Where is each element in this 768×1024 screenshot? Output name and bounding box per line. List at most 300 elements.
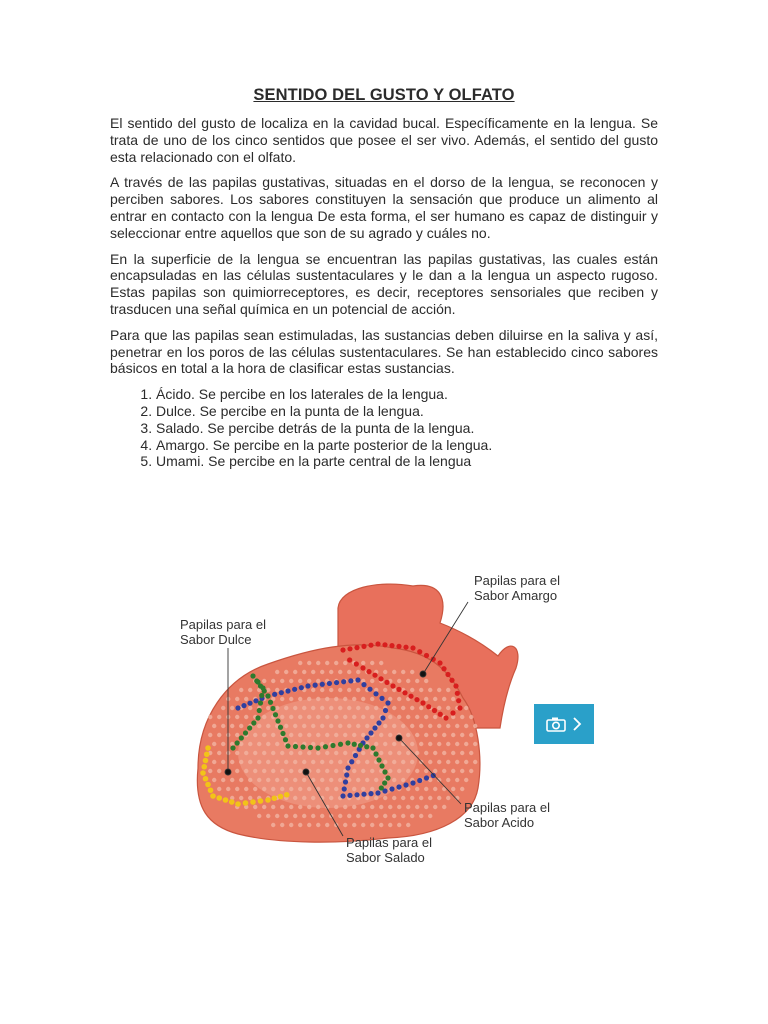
papilla-dot <box>397 697 401 701</box>
papilla-dot <box>329 724 333 728</box>
dulce-dot <box>203 758 209 764</box>
papilla-dot <box>230 706 234 710</box>
papilla-dot <box>361 697 365 701</box>
acido-dot <box>334 680 339 685</box>
papilla-dot <box>239 760 243 764</box>
amargo-dot <box>457 705 462 710</box>
acido-dot <box>349 759 354 764</box>
papilla-dot <box>343 823 347 827</box>
papilla-dot <box>316 697 320 701</box>
acido-dot <box>247 701 252 706</box>
papilla-dot <box>397 679 401 683</box>
papilla-dot <box>347 724 351 728</box>
papilla-dot <box>298 733 302 737</box>
label-salado-line2: Sabor Salado <box>346 850 425 865</box>
salado-dot <box>385 775 390 780</box>
papilla-dot <box>392 814 396 818</box>
salado-dot <box>254 678 259 683</box>
acido-dot <box>417 778 422 783</box>
papilla-dot <box>334 733 338 737</box>
salado-dot <box>259 693 264 698</box>
papilla-dot <box>352 697 356 701</box>
papilla-dot <box>257 742 261 746</box>
papilla-dot <box>383 796 387 800</box>
papilla-dot <box>262 787 266 791</box>
acido-dot <box>376 720 381 725</box>
papilla-dot <box>338 688 342 692</box>
papilla-dot <box>460 787 464 791</box>
papilla-dot <box>424 697 428 701</box>
papilla-dot <box>217 769 221 773</box>
image-viewer-button[interactable] <box>534 704 594 744</box>
papilla-dot <box>370 805 374 809</box>
papilla-dot <box>284 814 288 818</box>
papilla-dot <box>383 814 387 818</box>
papilla-dot <box>428 724 432 728</box>
papilla-dot <box>212 724 216 728</box>
papilla-dot <box>208 733 212 737</box>
papilla-dot <box>388 805 392 809</box>
papilla-dot <box>424 679 428 683</box>
papilla-dot <box>383 670 387 674</box>
salado-dot <box>258 683 263 688</box>
papilla-dot <box>289 679 293 683</box>
papilla-dot <box>307 733 311 737</box>
papilla-dot <box>338 760 342 764</box>
papilla-dot <box>365 706 369 710</box>
salado-dot <box>255 715 260 720</box>
papilla-dot <box>397 751 401 755</box>
papilla-dot <box>284 670 288 674</box>
papilla-dot <box>455 724 459 728</box>
papilla-dot <box>419 724 423 728</box>
dulce-dot <box>203 776 209 782</box>
papilla-dot <box>289 733 293 737</box>
papilla-dot <box>383 742 387 746</box>
amargo-dot <box>354 661 359 666</box>
papilla-dot <box>419 706 423 710</box>
papilla-dot <box>253 787 257 791</box>
papilla-dot <box>401 706 405 710</box>
dulce-dot <box>229 799 235 805</box>
acido-dot <box>354 792 359 797</box>
salado-dot <box>239 735 244 740</box>
papilla-dot <box>320 670 324 674</box>
papilla-dot <box>370 715 374 719</box>
papilla-dot <box>289 697 293 701</box>
papilla-dot <box>262 769 266 773</box>
papilla-dot <box>302 778 306 782</box>
acido-dot <box>424 775 429 780</box>
papilla-dot <box>361 751 365 755</box>
papilla-dot <box>392 670 396 674</box>
papilla-dot <box>338 778 342 782</box>
salado-dot <box>280 731 285 736</box>
papilla-dot <box>262 733 266 737</box>
salado-dot <box>235 740 240 745</box>
papilla-dot <box>275 778 279 782</box>
salado-dot <box>345 740 350 745</box>
papilla-dot <box>388 751 392 755</box>
papilla-dot <box>334 661 338 665</box>
papilla-dot <box>235 697 239 701</box>
papilla-dot <box>266 706 270 710</box>
papilla-dot <box>460 769 464 773</box>
papilla-dot <box>239 778 243 782</box>
papilla-dot <box>235 787 239 791</box>
papilla-dot <box>419 688 423 692</box>
papilla-dot <box>343 661 347 665</box>
papilla-dot <box>442 733 446 737</box>
acido-dot <box>367 687 372 692</box>
papilla-dot <box>217 715 221 719</box>
papilla-dot <box>266 742 270 746</box>
papilla-dot <box>446 742 450 746</box>
acido-dot <box>375 790 380 795</box>
papilla-dot <box>370 787 374 791</box>
papilla-dot <box>343 715 347 719</box>
taste-list <box>110 386 658 470</box>
papilla-dot <box>374 706 378 710</box>
amargo-dot <box>438 712 443 717</box>
papilla-dot <box>298 769 302 773</box>
salado-dot <box>315 745 320 750</box>
list-item: 4. Amargo. Se percibe en la parte posterior de la lengua. <box>156 437 658 454</box>
papilla-dot <box>266 724 270 728</box>
salado-dot <box>243 730 248 735</box>
papilla-dot <box>217 751 221 755</box>
amargo-dot <box>368 643 373 648</box>
papilla-dot <box>293 706 297 710</box>
papilla-dot <box>379 733 383 737</box>
papilla-dot <box>248 706 252 710</box>
papilla-dot <box>271 805 275 809</box>
papilla-dot <box>338 670 342 674</box>
dulce-dot <box>223 797 229 803</box>
papilla-dot <box>284 760 288 764</box>
amargo-dot <box>420 700 425 705</box>
papilla-dot <box>343 697 347 701</box>
papilla-dot <box>338 706 342 710</box>
salado-dot <box>382 780 387 785</box>
papilla-dot <box>280 679 284 683</box>
papilla-dot <box>325 715 329 719</box>
papilla-dot <box>442 751 446 755</box>
acido-dot <box>353 753 358 758</box>
papilla-dot <box>388 733 392 737</box>
papilla-dot <box>235 715 239 719</box>
salado-dot <box>247 725 252 730</box>
papilla-dot <box>293 778 297 782</box>
papilla-dot <box>325 697 329 701</box>
papilla-dot <box>442 697 446 701</box>
papilla-dot <box>320 724 324 728</box>
salado-dot <box>358 743 363 748</box>
papilla-dot <box>451 751 455 755</box>
papilla-dot <box>410 724 414 728</box>
papilla-dot <box>397 715 401 719</box>
acido-dot <box>342 786 347 791</box>
salado-dot <box>308 745 313 750</box>
amargo-dot <box>389 643 394 648</box>
label-acido-line2: Sabor Acido <box>464 815 535 830</box>
papilla-dot <box>392 760 396 764</box>
papilla-dot <box>289 805 293 809</box>
papilla-dot <box>365 760 369 764</box>
papilla-dot <box>406 679 410 683</box>
acido-dot <box>345 765 350 770</box>
papilla-dot <box>469 751 473 755</box>
papilla-dot <box>347 670 351 674</box>
papilla-dot <box>406 823 410 827</box>
papilla-dot <box>464 760 468 764</box>
acido-dot <box>285 688 290 693</box>
acido-dot <box>347 793 352 798</box>
papilla-dot <box>320 688 324 692</box>
papilla-dot <box>244 715 248 719</box>
papilla-dot <box>428 760 432 764</box>
papilla-dot <box>406 805 410 809</box>
papilla-dot <box>320 778 324 782</box>
papilla-dot <box>329 760 333 764</box>
salado-dot <box>275 718 280 723</box>
salado-dot <box>257 708 262 713</box>
amargo-dot <box>384 680 389 685</box>
chevron-right-icon <box>572 716 582 732</box>
papilla-dot <box>302 796 306 800</box>
papilla-dot <box>230 778 234 782</box>
papilla-dot <box>257 778 261 782</box>
papilla-dot <box>473 724 477 728</box>
acido-dot <box>385 700 390 705</box>
papilla-dot <box>424 715 428 719</box>
papilla-dot <box>379 805 383 809</box>
papilla-dot <box>311 724 315 728</box>
papilla-dot <box>334 715 338 719</box>
papilla-dot <box>352 823 356 827</box>
list-item: 2. Dulce. Se percibe en la punta de la lengua. <box>156 403 658 420</box>
papilla-dot <box>266 760 270 764</box>
acido-dot <box>383 708 388 713</box>
salado-dot <box>352 742 357 747</box>
papilla-dot <box>334 769 338 773</box>
amargo-dot <box>437 660 442 665</box>
papilla-dot <box>460 733 464 737</box>
papilla-dot <box>410 796 414 800</box>
acido-dot <box>380 715 385 720</box>
papilla-dot <box>334 751 338 755</box>
dulce-dot <box>278 794 284 800</box>
papilla-dot <box>433 751 437 755</box>
salado-dot <box>283 737 288 742</box>
papilla-dot <box>455 778 459 782</box>
papilla-dot <box>352 715 356 719</box>
papilla-dot <box>298 787 302 791</box>
camera-icon <box>546 716 566 732</box>
papilla-dot <box>424 787 428 791</box>
paragraph: En la superficie de la lengua se encuentran las papilas gustativas, las cuales están encapsuladas en las células sustentaculares y le dan a la lengua un aspecto rugoso. Estas papilas son quimiorreceptores, es decir, receptores sensoriales que reciben y trasducen una señal química en un potencial de acción. <box>110 250 658 317</box>
papilla-dot <box>374 742 378 746</box>
papilla-dot <box>361 823 365 827</box>
papilla-dot <box>325 787 329 791</box>
papilla-dot <box>415 679 419 683</box>
papilla-dot <box>221 724 225 728</box>
papilla-dot <box>280 715 284 719</box>
papilla-dot <box>455 742 459 746</box>
dulce-dot <box>235 801 241 807</box>
papilla-dot <box>244 697 248 701</box>
papilla-dot <box>316 769 320 773</box>
papilla-dot <box>316 679 320 683</box>
papilla-dot <box>217 787 221 791</box>
papilla-dot <box>473 760 477 764</box>
papilla-dot <box>293 796 297 800</box>
amargo-dot <box>347 646 352 651</box>
papilla-dot <box>248 742 252 746</box>
label-acido-line1: Papilas para el <box>464 800 550 815</box>
papilla-dot <box>392 778 396 782</box>
papilla-dot <box>262 805 266 809</box>
papilla-dot <box>329 706 333 710</box>
papilla-dot <box>230 724 234 728</box>
amargo-dot <box>449 678 454 683</box>
salado-dot <box>278 725 283 730</box>
papilla-dot <box>397 805 401 809</box>
papilla-dot <box>271 787 275 791</box>
list-item: 1. Ácido. Se percibe en los laterales de la lengua. <box>156 386 658 403</box>
acido-dot <box>368 791 373 796</box>
papilla-dot <box>275 706 279 710</box>
acido-dot <box>241 703 246 708</box>
papilla-dot <box>320 814 324 818</box>
papilla-dot <box>248 778 252 782</box>
papilla-dot <box>370 679 374 683</box>
papilla-dot <box>388 769 392 773</box>
amargo-dot <box>396 644 401 649</box>
list-item: 5. Umami. Se percibe en la parte central de la lengua <box>156 453 658 470</box>
acido-dot <box>292 687 297 692</box>
acido-dot <box>361 792 366 797</box>
page-title: SENTIDO DEL GUSTO Y OLFATO <box>253 86 515 104</box>
papilla-dot <box>271 823 275 827</box>
label-dulce-line2: Sabor Dulce <box>180 632 252 647</box>
acido-dot <box>364 735 369 740</box>
papilla-dot <box>410 688 414 692</box>
papilla-dot <box>442 805 446 809</box>
dulce-dot <box>265 797 271 803</box>
papilla-dot <box>248 688 252 692</box>
salado-dot <box>250 673 255 678</box>
papilla-dot <box>320 706 324 710</box>
acido-dot <box>340 793 345 798</box>
papilla-dot <box>437 706 441 710</box>
salado-dot <box>379 763 384 768</box>
papilla-dot <box>271 679 275 683</box>
papilla-dot <box>307 661 311 665</box>
papilla-dot <box>464 742 468 746</box>
papilla-dot <box>311 670 315 674</box>
papilla-dot <box>356 724 360 728</box>
papilla-dot <box>235 733 239 737</box>
papilla-dot <box>347 688 351 692</box>
papilla-dot <box>307 805 311 809</box>
papilla-dot <box>293 814 297 818</box>
papilla-dot <box>424 751 428 755</box>
dulce-dot <box>243 800 249 806</box>
paragraph: A través de las papilas gustativas, situadas en el dorso de la lengua, se reconocen y perciben sabores. Los sabores constituyen la sensación que produce un alimento al entrar en contacto con la lengua De esta forma, el ser humano es capaz de distinguir y seleccionar entre aquellos que son de su agrado y cuáles no. <box>110 174 658 241</box>
acido-dot <box>361 682 366 687</box>
papilla-dot <box>415 733 419 737</box>
papilla-dot <box>338 724 342 728</box>
papilla-dot <box>352 769 356 773</box>
papilla-dot <box>280 751 284 755</box>
papilla-dot <box>289 751 293 755</box>
papilla-dot <box>338 814 342 818</box>
papilla-dot <box>392 706 396 710</box>
papilla-dot <box>325 661 329 665</box>
papilla-dot <box>392 796 396 800</box>
papilla-dot <box>257 814 261 818</box>
papilla-dot <box>352 787 356 791</box>
papilla-dot <box>433 715 437 719</box>
papilla-dot <box>298 805 302 809</box>
papilla-dot <box>221 760 225 764</box>
papilla-dot <box>356 670 360 674</box>
papilla-dot <box>415 805 419 809</box>
acido-dot <box>344 772 349 777</box>
papilla-dot <box>289 787 293 791</box>
label-dulce-line1: Papilas para el <box>180 617 266 632</box>
papilla-dot <box>221 742 225 746</box>
papilla-dot <box>208 715 212 719</box>
acido-dot <box>299 685 304 690</box>
salado-dot <box>330 743 335 748</box>
papilla-dot <box>307 751 311 755</box>
papilla-dot <box>275 814 279 818</box>
papilla-dot <box>343 751 347 755</box>
papilla-dot <box>419 796 423 800</box>
papilla-dot <box>370 769 374 773</box>
papilla-dot <box>356 760 360 764</box>
salado-dot <box>373 751 378 756</box>
papilla-dot <box>307 823 311 827</box>
amargo-dot <box>396 687 401 692</box>
acido-dot <box>320 682 325 687</box>
papilla-dot <box>257 724 261 728</box>
papilla-dot <box>244 787 248 791</box>
amargo-dot <box>450 710 455 715</box>
papilla-dot <box>424 805 428 809</box>
acido-dot <box>341 679 346 684</box>
salado-dot <box>370 745 375 750</box>
papilla-dot <box>356 778 360 782</box>
papilla-dot <box>374 778 378 782</box>
dulce-dot <box>284 792 290 798</box>
papilla-dot <box>329 688 333 692</box>
salado-dot <box>379 785 384 790</box>
papilla-dot <box>298 823 302 827</box>
amargo-dot <box>347 657 352 662</box>
papilla-dot <box>361 805 365 809</box>
dulce-dot <box>210 793 216 799</box>
papilla-dot <box>419 814 423 818</box>
papilla-dot <box>374 814 378 818</box>
papilla-dot <box>280 769 284 773</box>
papilla-dot <box>401 724 405 728</box>
papilla-dot <box>253 751 257 755</box>
papilla-dot <box>469 715 473 719</box>
papilla-dot <box>257 760 261 764</box>
